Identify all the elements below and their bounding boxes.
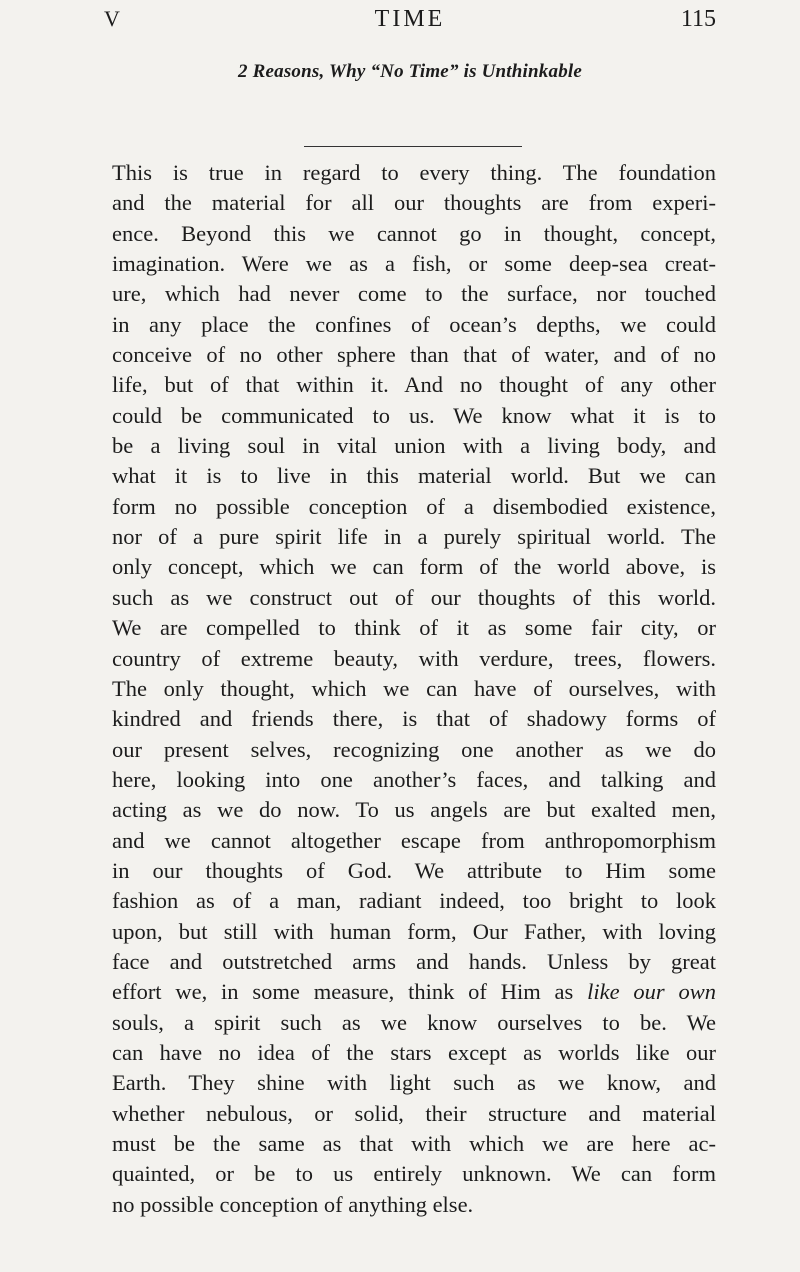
text-line: must be the same as that with which we are here ac- — [112, 1131, 716, 1156]
text-line: whether nebulous, or solid, their structure and material — [112, 1100, 716, 1126]
text-line: and the material for all our thoughts are from experi- — [112, 190, 716, 216]
chapter-number: V — [104, 6, 121, 31]
text-line: form no possible conception of a disembodied existence, — [112, 493, 716, 519]
text-line: our present selves, recognizing one another as we do — [112, 736, 716, 762]
text-line: acting as we do now. To us angels are but exalted men, — [112, 797, 716, 823]
text-span: effort we, in some measure, think of Him as — [112, 979, 574, 1005]
text-line: imagination. Were we as a fish, or some deep-sea creat- — [112, 251, 716, 277]
text-line-last: no possible conception of anything else. — [112, 1191, 474, 1217]
text-line: here, looking into one another’s faces, and talking and — [112, 766, 716, 792]
text-line: fashion as of a man, radiant indeed, too bright to look — [112, 888, 716, 914]
text-line: This is true in regard to every thing. The foundation — [112, 160, 716, 185]
text-line: ence. Beyond this we cannot go in thought, concept, — [112, 220, 716, 246]
running-head — [104, 6, 716, 46]
text-line: upon, but still with human form, Our Father, with loving — [112, 918, 716, 944]
text-line: We are compelled to think of it as some fair city, or — [112, 615, 716, 641]
page-number: 115 — [680, 6, 716, 32]
text-line: face and outstretched arms and hands. Unless by great — [112, 948, 716, 974]
text-line: can have no idea of the stars except as worlds like our — [112, 1039, 716, 1065]
heading-rule — [304, 146, 522, 147]
text-line: and we cannot altogether escape from anthropomorphism — [112, 827, 716, 853]
text-line: The only thought, which we can have of ourselves, with — [112, 675, 716, 701]
running-title: TIME — [374, 6, 446, 32]
body-text — [112, 158, 716, 1220]
text-line: kindred and friends there, is that of shadowy forms of — [112, 706, 716, 732]
text-line: nor of a pure spirit life in a purely spiritual world. The — [112, 524, 716, 550]
text-line: be a living soul in vital union with a living body, and — [112, 433, 716, 459]
text-line-with-emphasis — [112, 977, 716, 1007]
text-line: country of extreme beauty, with verdure, trees, flowers. — [112, 645, 716, 671]
text-line: souls, a spirit such as we know ourselves to be. We — [112, 1009, 716, 1035]
text-line: in our thoughts of God. We attribute to Him some — [112, 857, 716, 883]
text-line: in any place the confines of ocean’s depths, we could — [112, 311, 716, 337]
text-line: such as we construct out of our thoughts of this world. — [112, 584, 716, 610]
text-line: ure, which had never come to the surface, nor touched — [112, 281, 716, 307]
text-line: what it is to live in this material world. But we can — [112, 463, 716, 489]
text-line: life, but of that within it. And no thought of any other — [112, 372, 716, 398]
text-line: Earth. They shine with light such as we know, and — [112, 1070, 716, 1096]
text-line: conceive of no other sphere than that of water, and of no — [112, 342, 716, 368]
emphasis-span: like our own — [587, 979, 716, 1005]
text-line: only concept, which we can form of the world above, is — [112, 554, 716, 580]
text-line: could be communicated to us. We know what it is to — [112, 402, 716, 428]
text-line: quainted, or be to us entirely unknown. We can form — [112, 1161, 716, 1187]
section-heading: 2 Reasons, Why “No Time” is Unthinkable — [237, 61, 583, 82]
